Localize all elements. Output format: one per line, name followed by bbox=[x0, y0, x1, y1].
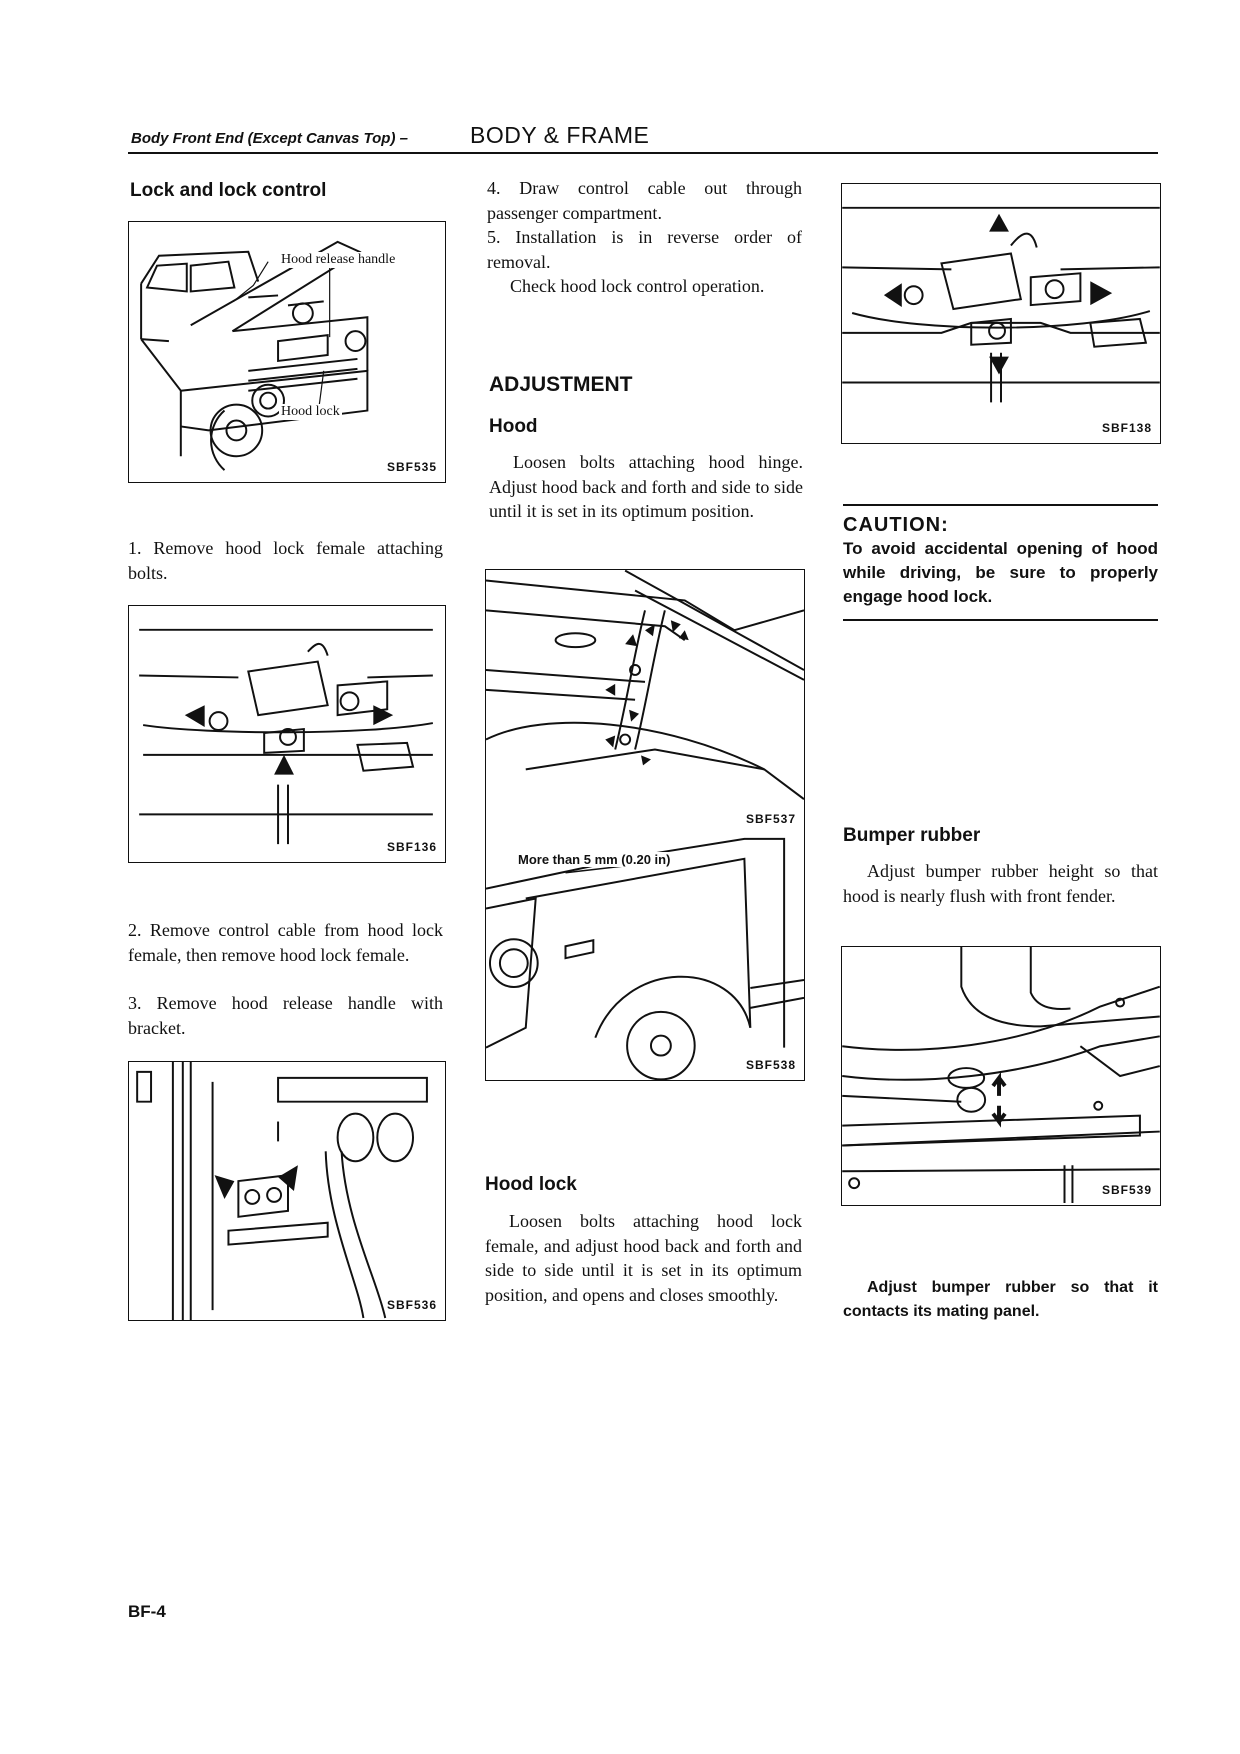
heading-bumper-rubber: Bumper rubber bbox=[843, 825, 981, 846]
figure-hood-lock-adjust bbox=[841, 183, 1161, 444]
label-hood-lock: Hood lock bbox=[281, 404, 340, 419]
figure-hood-lock-female bbox=[128, 605, 446, 863]
bracket-drawing bbox=[129, 1062, 445, 1320]
heading-adjustment: ADJUSTMENT bbox=[489, 373, 633, 396]
bumper-caption: Adjust bumper rubber so that it contacts its mating panel. bbox=[843, 1279, 1158, 1320]
figure-code: SBF539 bbox=[1101, 1183, 1152, 1197]
check-operation: Check hood lock control operation. bbox=[510, 276, 765, 296]
heading-hood-lock: Hood lock bbox=[485, 1174, 577, 1195]
step-4: 4. Draw control cable out through passenger compartment. bbox=[487, 178, 802, 223]
header-rule bbox=[128, 152, 1158, 154]
step-2: 2. Remove control cable from hood lock female, then remove hood lock female. bbox=[128, 920, 443, 965]
step-1: 1. Remove hood lock female attaching bolts. bbox=[128, 538, 443, 583]
caution-heading: CAUTION: bbox=[843, 514, 949, 536]
figure-code: SBF138 bbox=[1101, 421, 1152, 435]
figure-hood-hinge-adjustment bbox=[485, 569, 805, 1081]
chapter-title: BODY & FRAME bbox=[470, 122, 650, 148]
figure-code: SBF136 bbox=[386, 840, 437, 854]
figure-code-fender: SBF538 bbox=[745, 1058, 796, 1072]
figure-release-handle-bracket bbox=[128, 1061, 446, 1321]
bumper-rubber-drawing bbox=[842, 947, 1160, 1205]
figure-code: SBF536 bbox=[386, 1298, 437, 1312]
label-hood-release-handle: Hood release handle bbox=[281, 252, 396, 267]
figure-code-hinge: SBF537 bbox=[745, 812, 796, 826]
caution-box bbox=[843, 504, 1158, 621]
section-title: Body Front End (Except Canvas Top) – bbox=[131, 130, 408, 147]
caution-text: To avoid accidental opening of hood while driving, be sure to properly engage hood lock. bbox=[843, 539, 1158, 606]
heading-hood: Hood bbox=[489, 416, 538, 437]
hood-text: Loosen bolts attaching hood hinge. Adjust hood back and forth and side to side until it is set in its optimum position. bbox=[489, 452, 803, 521]
figure-code: SBF535 bbox=[386, 460, 437, 474]
heading-lock-control: Lock and lock control bbox=[130, 180, 327, 201]
step-5: 5. Installation is in reverse order of removal. bbox=[487, 227, 802, 272]
figure-hood-release-truck bbox=[128, 221, 446, 483]
hood-lock-adjust-drawing bbox=[842, 184, 1160, 443]
page-number: BF-4 bbox=[128, 1602, 166, 1621]
bumper-text: Adjust bumper rubber height so that hood is nearly flush with front fender. bbox=[843, 861, 1158, 906]
figure-bumper-rubber bbox=[841, 946, 1161, 1206]
hood-lock-text: Loosen bolts attaching hood lock female, and adjust hood back and forth and side to side until it is set in its optimum position, and opens and closes smoothly. bbox=[485, 1211, 802, 1305]
dimension-label: More than 5 mm (0.20 in) bbox=[518, 852, 671, 867]
step-3: 3. Remove hood release handle with bracket. bbox=[128, 993, 443, 1038]
hood-lock-drawing bbox=[129, 606, 445, 862]
